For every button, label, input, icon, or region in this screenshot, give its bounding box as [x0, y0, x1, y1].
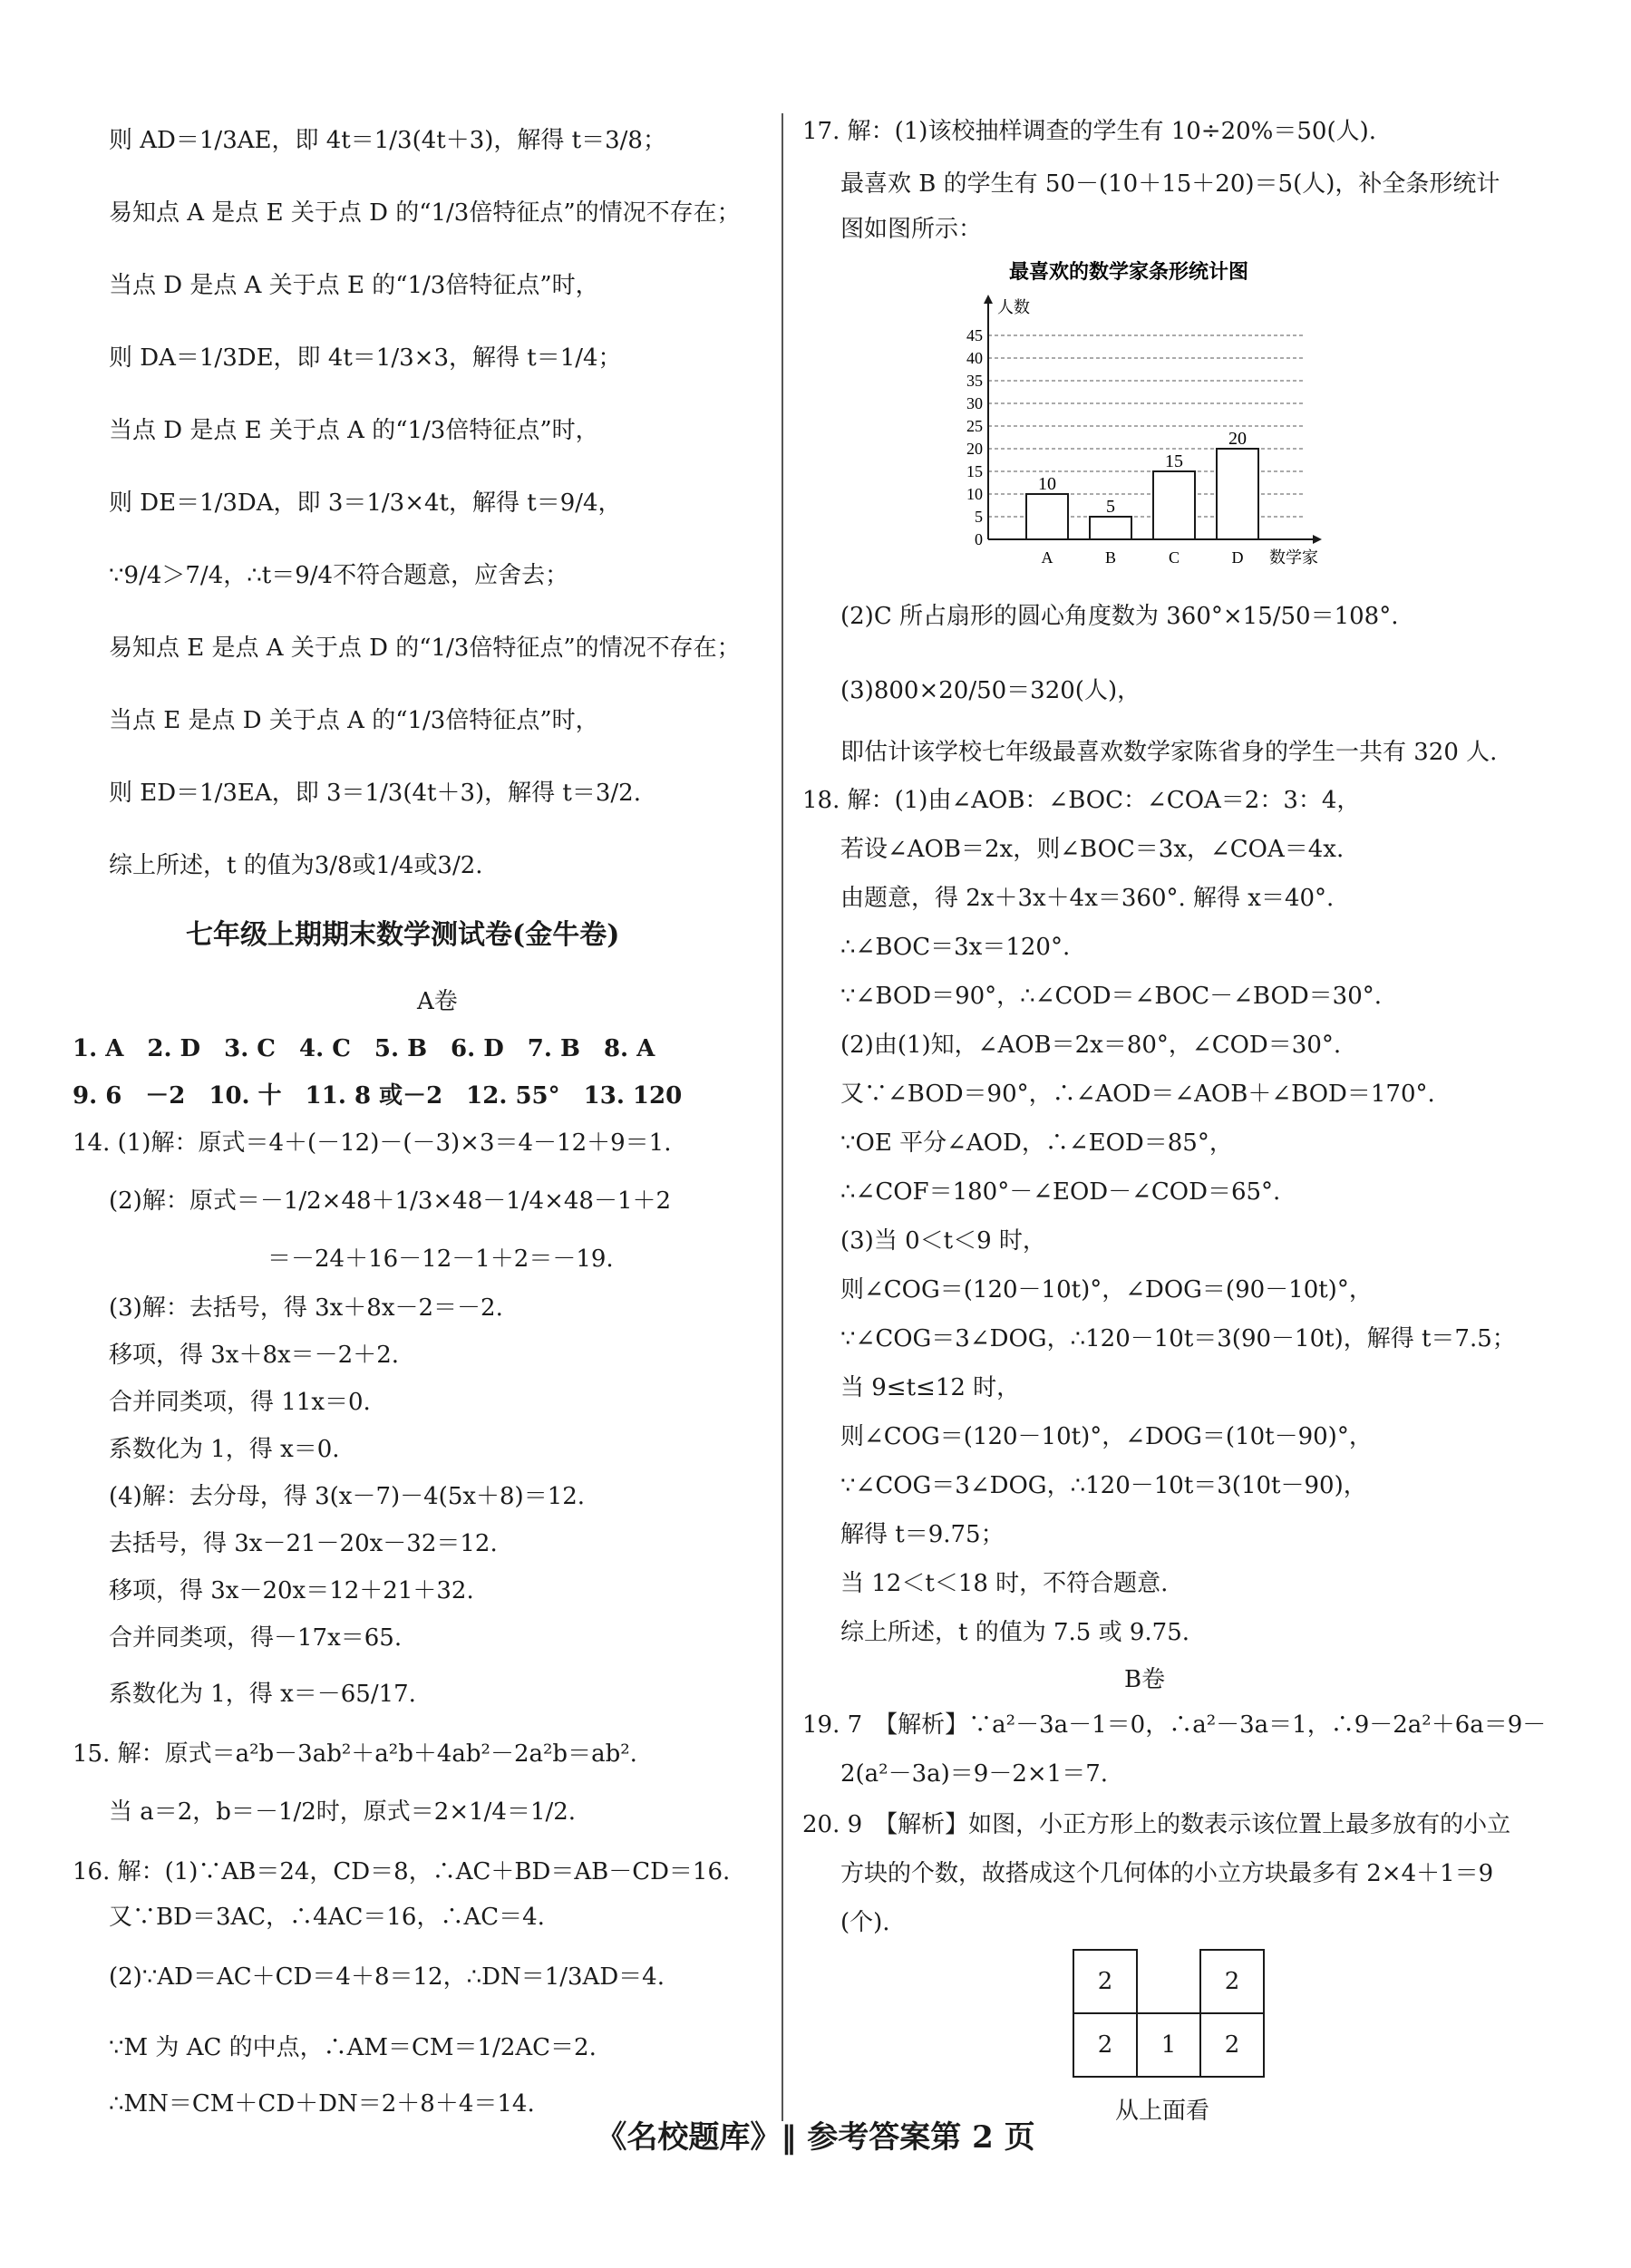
text-line: 则∠COG＝(120－10t)°，∠DOG＝(10t－90)°，	[840, 1423, 1373, 1450]
text-line: 19. 7 【解析】∵a²－3a－1＝0，∴a²－3a＝1，∴9－2a²＋6a＝9－	[802, 1711, 1547, 1739]
chart-title: 最喜欢的数学家条形统计图	[1008, 260, 1249, 283]
x-axis-label: 数学家	[1269, 548, 1318, 567]
text-line: 综上所述，t 的值为3/8或1/4或3/2.	[109, 852, 483, 879]
text-line: 即估计该学校七年级最喜欢数学家陈省身的学生一共有 320 人.	[840, 739, 1498, 766]
section-b-heading: B卷	[1124, 1666, 1166, 1693]
text-line: 20. 9 【解析】如图，小正方形上的数表示该位置上最多放有的小立	[802, 1811, 1511, 1838]
text-line: ∵M 为 AC 的中点，∴AM＝CM＝1/2AC＝2.	[109, 2034, 597, 2061]
bar-chart-svg	[938, 258, 1355, 580]
text-line: 15. 解：原式＝a²b－3ab²＋a²b＋4ab²－2a²b＝ab².	[73, 1740, 637, 1768]
text-line: (2)∵AD＝AC＋CD＝4＋8＝12，∴DN＝1/3AD＝4.	[109, 1963, 665, 1991]
text-line: (2)C 所占扇形的圆心角度数为 360°×15/50＝108°.	[840, 603, 1399, 630]
x-tick-label: C	[1168, 548, 1180, 567]
text-line: ∵∠COG＝3∠DOG，∴120－10t＝3(90－10t)，解得 t＝7.5；	[840, 1325, 1516, 1352]
text-line: 当点 E 是点 D 关于点 A 的“1/3倍特征点”时，	[109, 707, 599, 734]
text-line: 16. 解：(1)∵AB＝24，CD＝8，∴AC＋BD＝AB－CD＝16.	[73, 1858, 731, 1885]
text-line: 合并同类项，得 11x＝0.	[109, 1389, 371, 1416]
y-tick-label: 20	[966, 440, 983, 458]
text-line: (2)解：原式＝－1/2×48＋1/3×48－1/4×48－1＋2	[109, 1187, 672, 1215]
text-line: 则∠COG＝(120－10t)°，∠DOG＝(90－10t)°，	[840, 1276, 1373, 1304]
text-line: 则 ED＝1/3EA，即 3＝1/3(4t＋3)，解得 t＝3/2.	[109, 780, 641, 807]
text-line: ∴∠BOC＝3x＝120°.	[840, 934, 1071, 961]
x-axis-arrow	[1313, 535, 1322, 544]
grid-cell: 2	[1200, 2013, 1264, 2077]
text-line: ∵∠COG＝3∠DOG，∴120－10t＝3(10t－90)，	[840, 1472, 1367, 1499]
bar-chart	[938, 258, 1355, 584]
y-tick-label: 5	[975, 508, 983, 526]
y-tick-label: 30	[966, 394, 983, 412]
text-line: 17. 解：(1)该校抽样调查的学生有 10÷20%＝50(人).	[802, 118, 1377, 145]
text-line: ∵OE 平分∠AOD，∴∠EOD＝85°，	[840, 1129, 1233, 1157]
text-line: (2)由(1)知，∠AOB＝2x＝80°，∠COD＝30°.	[840, 1032, 1342, 1059]
grid-cell: 2	[1200, 1950, 1264, 2013]
answer-row: 9. 6 －2 10. 十 11. 8 或－2 12. 55° 13. 120	[73, 1082, 683, 1110]
x-tick-label: A	[1041, 548, 1053, 567]
text-line: ∵∠BOD＝90°，∴∠COD＝∠BOC－∠BOD＝30°.	[840, 983, 1383, 1010]
text-line: 图如图所示：	[840, 216, 983, 243]
text-line: 系数化为 1，得 x＝－65/17.	[109, 1681, 416, 1708]
text-line: 合并同类项，得－17x＝65.	[109, 1624, 403, 1652]
text-line: 综上所述，t 的值为 7.5 或 9.75.	[840, 1619, 1190, 1646]
text-line: 当 a＝2，b＝－1/2时，原式＝2×1/4＝1/2.	[109, 1798, 577, 1826]
grid-cell-empty	[1137, 1950, 1200, 2013]
text-line: 移项，得 3x＋8x＝－2＋2.	[109, 1342, 400, 1369]
answer-row: 1. A 2. D 3. C 4. C 5. B 6. D 7. B 8. A	[73, 1035, 655, 1062]
y-tick-label: 45	[966, 326, 983, 344]
grid-cell: 2	[1073, 1950, 1137, 2013]
exam-title: 七年级上期期末数学测试卷(金牛卷)	[186, 919, 620, 951]
text-line: 易知点 A 是点 E 关于点 D 的“1/3倍特征点”的情况不存在；	[109, 199, 741, 227]
x-tick-label: D	[1231, 548, 1244, 567]
data-label: 5	[1106, 497, 1115, 517]
text-line: 去括号，得 3x－21－20x－32＝12.	[109, 1530, 498, 1557]
text-line: 当 12＜t＜18 时，不符合题意.	[840, 1570, 1169, 1597]
text-line: 当点 D 是点 A 关于点 E 的“1/3倍特征点”时，	[109, 272, 599, 299]
text-line: 由题意，得 2x＋3x＋4x＝360°. 解得 x＝40°.	[840, 885, 1335, 912]
y-axis-label: 人数	[997, 298, 1030, 316]
section-a-heading: A卷	[417, 988, 458, 1015]
text-line: (3)当 0＜t＜9 时，	[840, 1227, 1046, 1255]
y-tick-label: 35	[966, 372, 983, 390]
text-line: 移项，得 3x－20x＝12＋21＋32.	[109, 1577, 474, 1604]
text-line: (个).	[840, 1909, 890, 1936]
text-line: 解得 t＝9.75；	[840, 1521, 1005, 1548]
text-line: 当点 D 是点 E 关于点 A 的“1/3倍特征点”时，	[109, 417, 599, 444]
text-line: (3)解：去括号，得 3x＋8x－2＝－2.	[109, 1294, 503, 1322]
bar-A	[1026, 494, 1068, 539]
x-tick-label: B	[1104, 548, 1117, 567]
text-line: ∴MN＝CM＋CD＋DN＝2＋8＋4＝14.	[109, 2090, 535, 2118]
data-label: 10	[1038, 474, 1056, 494]
bar-B	[1090, 517, 1131, 539]
text-line: (3)800×20/50＝320(人)，	[840, 677, 1141, 704]
grid-cell: 2	[1073, 2013, 1137, 2077]
grid-caption: 从上面看	[1115, 2098, 1210, 2125]
data-label: 15	[1165, 451, 1183, 471]
text-line: 最喜欢 B 的学生有 50－(10＋15＋20)＝5(人)，补全条形统计	[840, 170, 1500, 198]
text-line: 则 DE＝1/3DA，即 3＝1/3×4t，解得 t＝9/4，	[109, 489, 622, 517]
text-line: 又∵∠BOD＝90°，∴∠AOD＝∠AOB＋∠BOD＝170°.	[840, 1081, 1435, 1108]
y-axis-arrow	[984, 295, 993, 304]
page-footer: 《名校题库》‖ 参考答案第 2 页	[596, 2119, 1035, 2156]
data-label: 20	[1228, 429, 1247, 449]
text-line: 14. (1)解：原式＝4＋(－12)－(－3)×3＝4－12＋9＝1.	[73, 1129, 672, 1157]
text-line: 则 DA＝1/3DE，即 4t＝1/3×3，解得 t＝1/4；	[109, 344, 622, 372]
text-line: 当 9≤t≤12 时，	[840, 1374, 1021, 1401]
bar-D	[1217, 449, 1258, 539]
y-tick-label: 0	[975, 530, 983, 548]
text-line: ∴∠COF＝180°－∠EOD－∠COD＝65°.	[840, 1178, 1281, 1206]
text-line: (4)解：去分母，得 3(x－7)－4(5x＋8)＝12.	[109, 1483, 586, 1510]
text-line: 系数化为 1，得 x＝0.	[109, 1436, 340, 1463]
y-tick-label: 25	[966, 417, 983, 435]
grid-cell: 1	[1137, 2013, 1200, 2077]
column-divider	[782, 113, 783, 2121]
y-tick-label: 15	[966, 462, 983, 480]
text-line: ＝－24＋16－12－1＋2＝－19.	[267, 1245, 614, 1273]
text-line: 若设∠AOB＝2x，则∠BOC＝3x，∠COA＝4x.	[840, 836, 1345, 863]
text-line: 18. 解：(1)由∠AOB：∠BOC：∠COA＝2：3：4，	[802, 787, 1361, 814]
text-line: 易知点 E 是点 A 关于点 D 的“1/3倍特征点”的情况不存在；	[109, 635, 741, 662]
text-line: 2(a²－3a)＝9－2×1＝7.	[840, 1760, 1109, 1788]
y-tick-label: 40	[966, 349, 983, 367]
top-view-grid	[1073, 1949, 1265, 2078]
text-line: 则 AD＝1/3AE，即 4t＝1/3(4t＋3)，解得 t＝3/8；	[109, 127, 666, 154]
text-line: 又∵BD＝3AC，∴4AC＝16，∴AC＝4.	[109, 1904, 545, 1931]
y-tick-label: 10	[966, 485, 983, 503]
text-line: ∵9/4＞7/4，∴t＝9/4不符合题意，应舍去；	[109, 562, 569, 589]
bar-C	[1153, 471, 1195, 539]
text-line: 方块的个数，故搭成这个几何体的小立方块最多有 2×4＋1＝9	[840, 1860, 1494, 1887]
